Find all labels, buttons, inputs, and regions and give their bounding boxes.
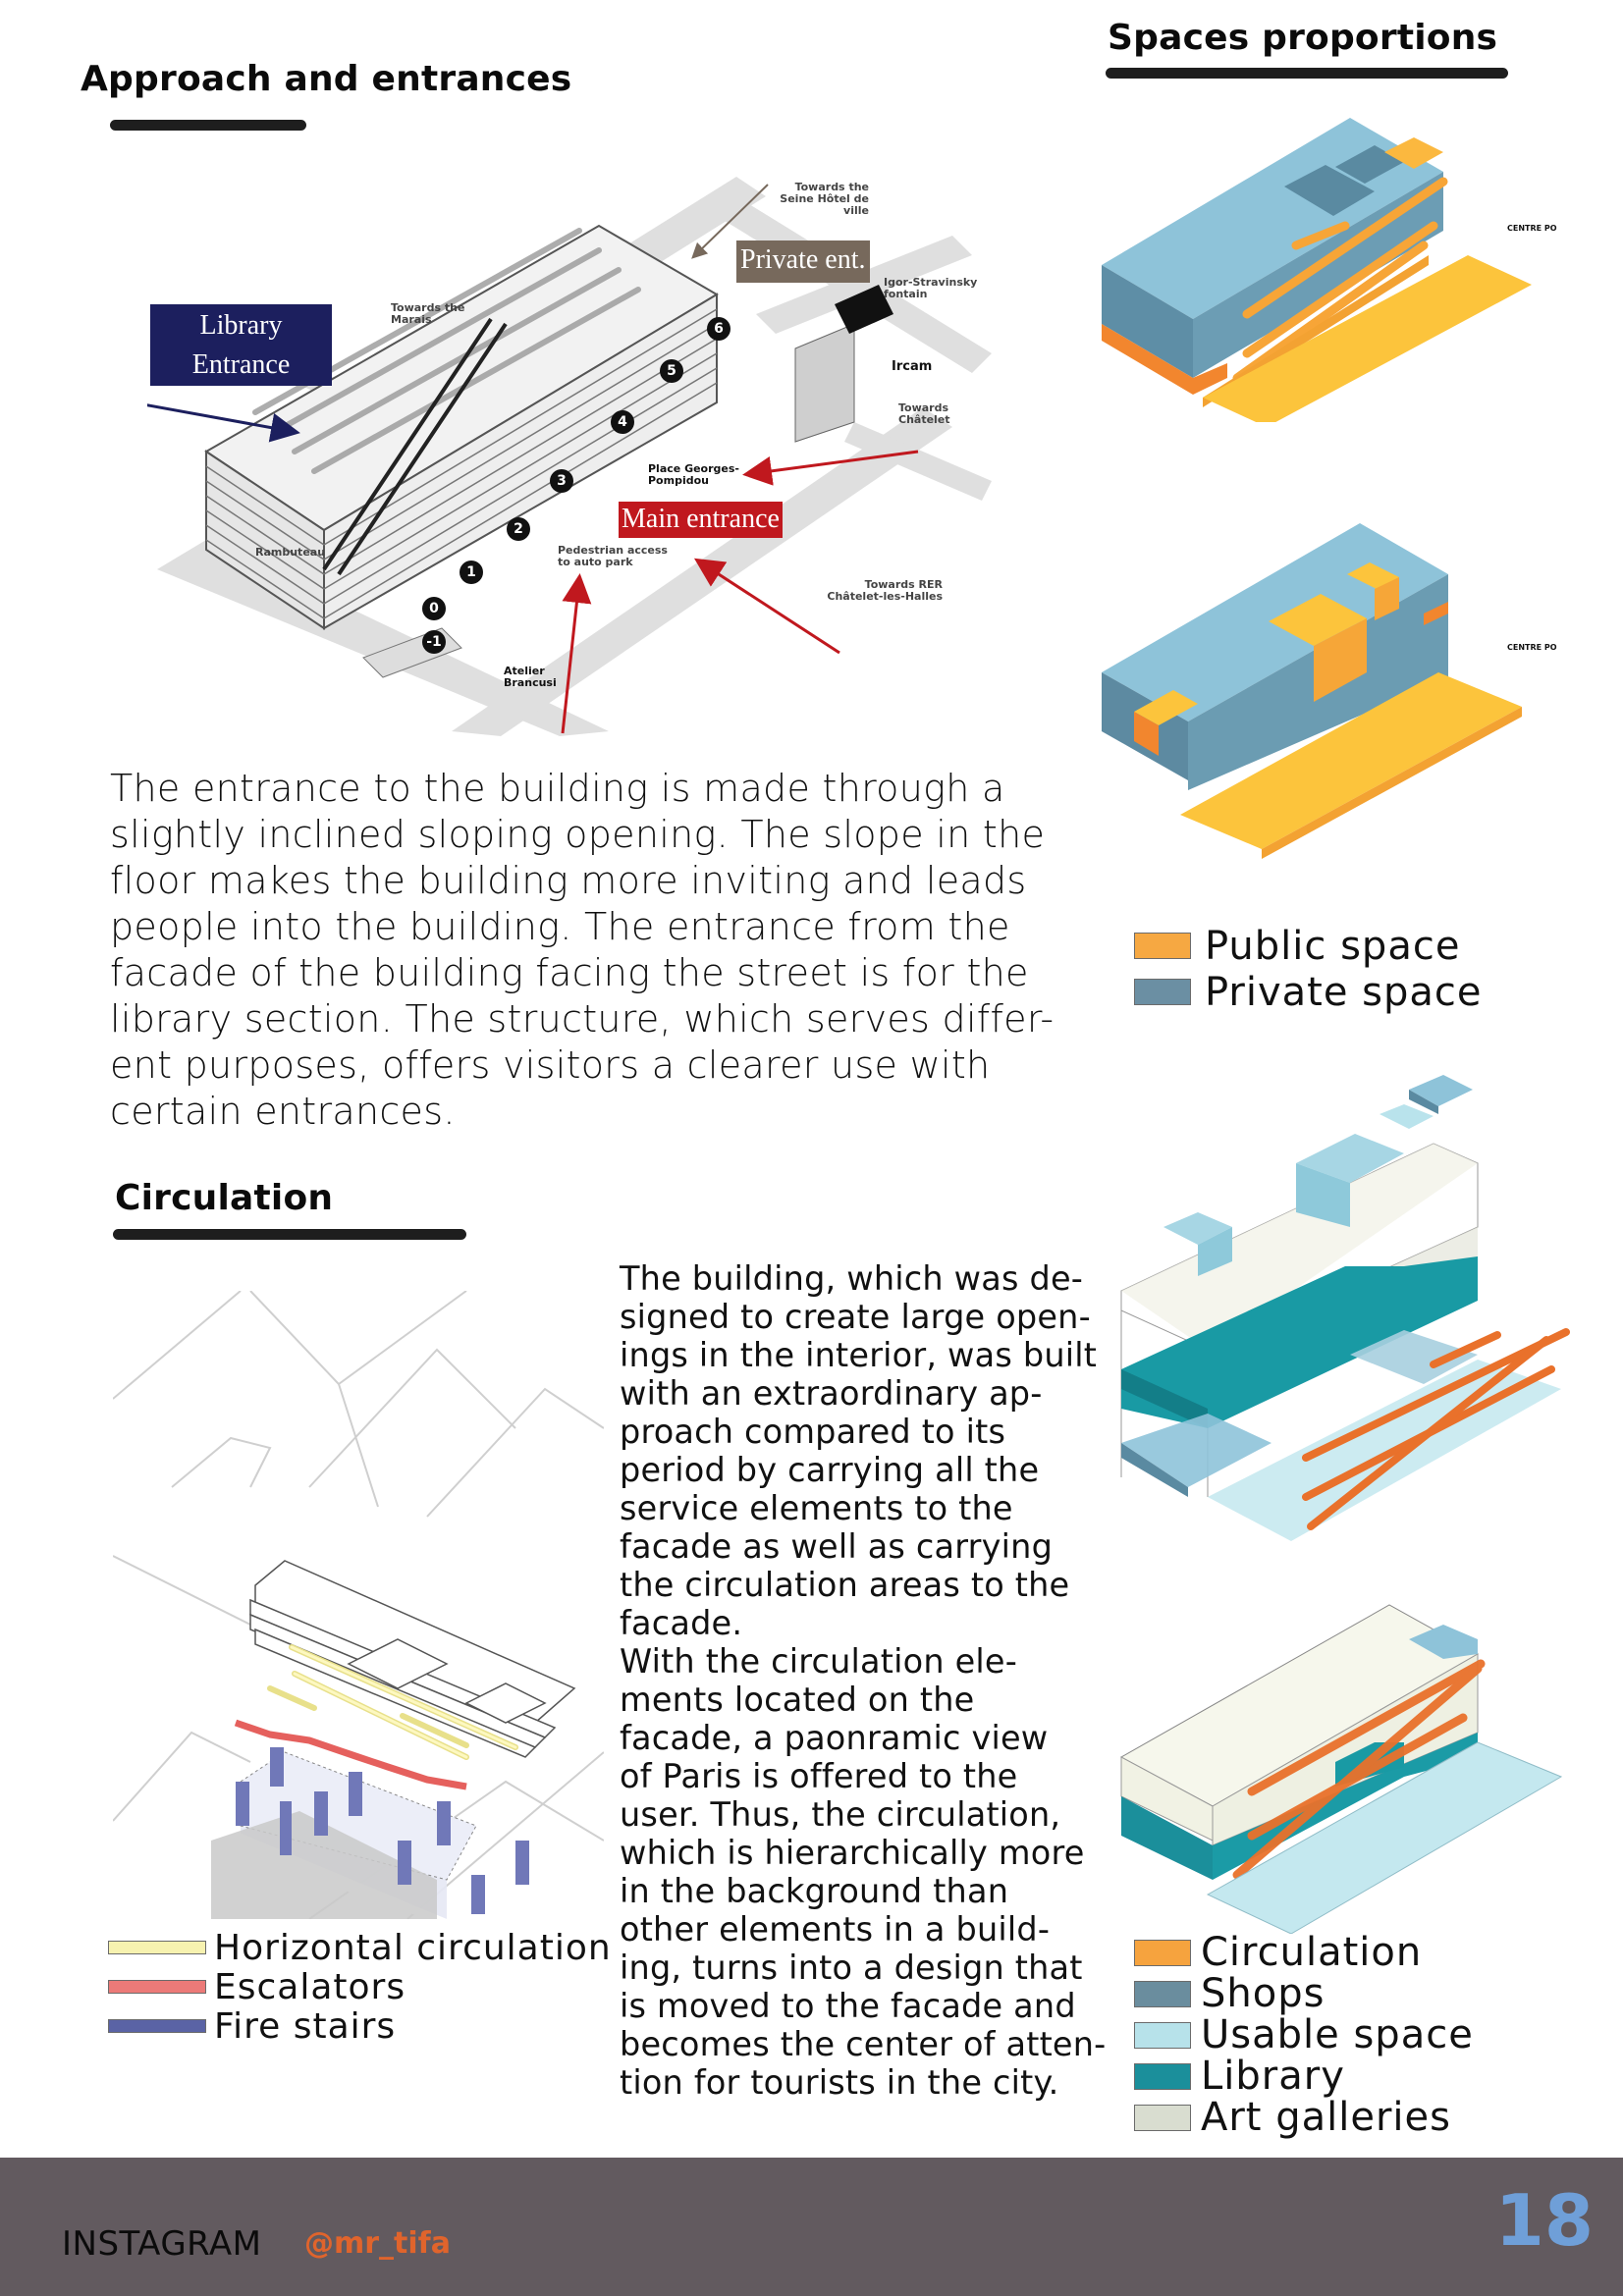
legend-label: Art galleries (1201, 2095, 1451, 2140)
spaces-diagram-4 (1109, 1585, 1620, 1934)
library-swatch (1134, 2063, 1191, 2090)
text-line: slightly inclined sloping opening. The slope in the (110, 813, 1046, 856)
legend-label: Horizontal circulation (214, 1927, 612, 1968)
horizontal-circulation-swatch (108, 1941, 206, 1954)
instagram-handle-link[interactable]: @mr_tifa (304, 2226, 451, 2261)
label-atelier-brancusi: Atelier Brancusi (504, 665, 557, 690)
legend-label: Escalators (214, 1966, 406, 2007)
text-line: ings in the interior, was built (620, 1336, 1098, 1374)
page-number: 18 (1494, 2179, 1594, 2262)
library-entrance-line1: Library (199, 309, 283, 341)
site-map (147, 157, 1011, 736)
level-marker: 0 (422, 597, 446, 620)
label-rambuteau: Rambuteau (255, 546, 326, 559)
spaces-diagram-1 (1100, 108, 1623, 422)
legend-label: Library (1201, 2054, 1345, 2099)
text-line: facade. (620, 1604, 743, 1642)
footer-brand: INSTAGRAM (62, 2224, 262, 2264)
legend-item-public-space (1134, 923, 1483, 969)
level-marker: 1 (460, 561, 483, 584)
label-ircam: Ircam (892, 359, 933, 374)
public-private-massing-2 (1100, 515, 1623, 869)
level-marker: 6 (707, 317, 730, 341)
legend-label: Usable space (1201, 2012, 1474, 2057)
private-space-swatch (1134, 979, 1191, 1005)
text-line: facade of the building facing the street is for the (110, 951, 1029, 994)
text-line: of Paris is offered to the (620, 1757, 1018, 1795)
public-private-massing-1 (1100, 108, 1623, 422)
main-entrance-label: Main entrance (619, 502, 783, 538)
circulation-swatch (1134, 1940, 1191, 1966)
text-line: With the circulation ele- (620, 1642, 1018, 1681)
legend-item-private-space (1134, 969, 1483, 1015)
diagram-caption: CENTRE PO (1507, 643, 1557, 652)
text-line: proach compared to its (620, 1413, 1006, 1451)
text-line: other elements in a build- (620, 1910, 1051, 1949)
label-igor-stravinsky: Igor-Stravinsky fontain (884, 276, 978, 301)
spaces-legend-1 (1134, 923, 1483, 1015)
usable-space-swatch (1134, 2022, 1191, 2049)
legend-label: Fire stairs (214, 2005, 397, 2047)
private-entrance-label: Private ent. (736, 240, 870, 283)
legend-label: Circulation (1201, 1930, 1423, 1975)
text-line: ing, turns into a design that (620, 1949, 1083, 1987)
legend-label: Public space (1205, 923, 1461, 969)
legend-item-art-galleries (1134, 2097, 1474, 2138)
approach-title: Approach and entrances (81, 59, 572, 99)
text-line: becomes the center of atten- (620, 2025, 1107, 2063)
label-towards-rer: Towards RER Châtelet-les-Halles (827, 578, 943, 604)
spaces-diagram-2 (1100, 515, 1623, 869)
text-line: ent purposes, offers visitors a clearer use with (110, 1043, 991, 1087)
circulation-paragraph (620, 1259, 1130, 2102)
text-line: in the background than (620, 1872, 1009, 1910)
circulation-legend (108, 1928, 612, 2046)
level-marker: 5 (660, 359, 683, 383)
diagram-caption: CENTRE PO (1507, 224, 1557, 233)
level-marker: -1 (422, 630, 446, 654)
text-line: ments located on the (620, 1681, 975, 1719)
spaces-title: Spaces proportions (1108, 18, 1498, 58)
text-line: which is hierarchically more (620, 1834, 1085, 1872)
page-footer (0, 2158, 1623, 2296)
legend-label: Shops (1201, 1971, 1325, 2016)
text-line: The entrance to the building is made through a (110, 767, 1005, 810)
text-line: certain entrances. (110, 1090, 456, 1133)
art-galleries-swatch (1134, 2105, 1191, 2131)
fire-stairs-swatch (108, 2019, 206, 2033)
text-line: with an extraordinary ap- (620, 1374, 1043, 1413)
level-marker: 4 (611, 410, 634, 434)
legend-item-usable-space (1134, 2014, 1474, 2056)
label-towards-chatelet: Towards Châtelet (898, 401, 950, 427)
circulation-title: Circulation (115, 1178, 334, 1218)
text-line: facade, a paonramic view (620, 1719, 1049, 1757)
legend-label: Private space (1205, 969, 1483, 1015)
text-line: people into the building. The entrance from the (110, 905, 1010, 948)
level-marker: 3 (550, 469, 573, 493)
library-entrance-label (150, 304, 332, 386)
spaces-legend-2 (1134, 1932, 1474, 2138)
circulation-diagram (113, 1291, 604, 1919)
program-exploded-axonometric (1109, 1055, 1620, 1566)
level-marker: 2 (507, 517, 530, 541)
text-line: The building, which was de- (620, 1259, 1084, 1298)
text-line: service elements to the (620, 1489, 1013, 1527)
site-map-drawing (147, 157, 1011, 736)
label-place-pompidou: Place Georges-Pompidou (648, 462, 739, 488)
label-towards-seine: Towards the Seine Hôtel de ville (780, 181, 869, 218)
label-pedestrian-access: Pedestrian access to auto park (558, 544, 668, 569)
legend-item-fire-stairs (108, 2006, 612, 2046)
spaces-diagram-3 (1109, 1055, 1620, 1566)
program-combined-axonometric (1109, 1585, 1620, 1934)
text-line: floor makes the building more inviting and leads (110, 859, 1027, 902)
library-entrance-line2: Entrance (191, 348, 291, 380)
text-line: tion for tourists in the city. (620, 2063, 1059, 2102)
spaces-title-rule (1106, 68, 1508, 79)
label-towards-marais: Towards the Marais (391, 301, 465, 327)
public-space-swatch (1134, 933, 1191, 959)
text-line: library section. The structure, which serves differ- (110, 997, 1055, 1041)
approach-title-rule (110, 120, 306, 131)
approach-paragraph (110, 766, 1111, 1135)
text-line: facade as well as carrying (620, 1527, 1054, 1566)
text-line: signed to create large open- (620, 1298, 1091, 1336)
circulation-title-rule (113, 1229, 466, 1240)
text-line: the circulation areas to the (620, 1566, 1070, 1604)
shops-swatch (1134, 1981, 1191, 2007)
text-line: is moved to the facade and (620, 1987, 1076, 2025)
text-line: user. Thus, the circulation, (620, 1795, 1061, 1834)
circulation-axonometric (113, 1291, 604, 1919)
legend-item-horizontal-circulation (108, 1928, 612, 1967)
legend-item-library (1134, 2056, 1474, 2097)
legend-item-escalators (108, 1967, 612, 2006)
legend-item-shops (1134, 1973, 1474, 2014)
text-line: period by carrying all the (620, 1451, 1040, 1489)
escalators-swatch (108, 1980, 206, 1994)
legend-item-circulation (1134, 1932, 1474, 1973)
